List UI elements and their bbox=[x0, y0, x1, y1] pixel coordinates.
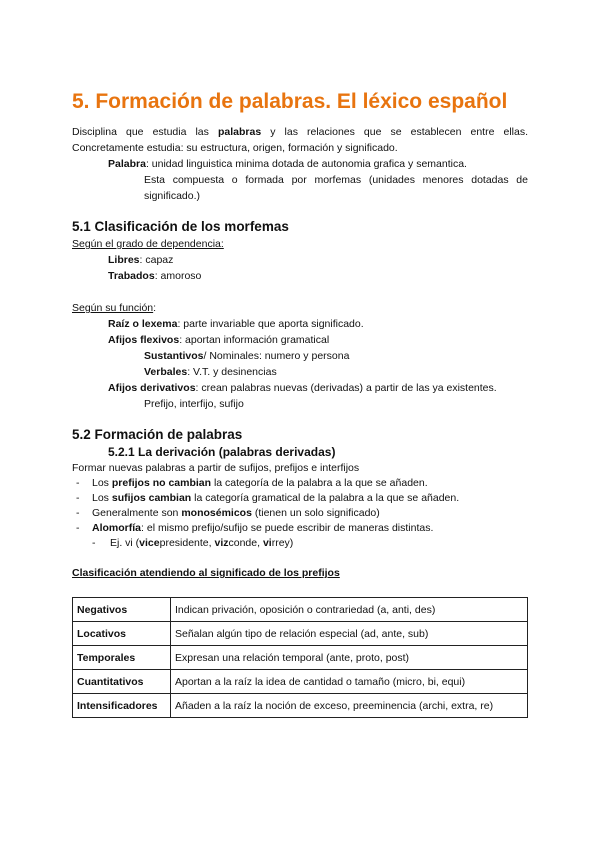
table-cell-value: Aportan a la raíz la idea de cantidad o tamaño (micro, bi, equi) bbox=[171, 670, 528, 694]
trabados-item: Trabados: amoroso bbox=[108, 270, 202, 282]
table-cell-value: Expresan una relación temporal (ante, proto, post) bbox=[171, 646, 528, 670]
table-row bbox=[73, 622, 528, 646]
table-title: Clasificación atendiendo al significado de los prefijos bbox=[72, 567, 340, 579]
verbales-item: Verbales: V.T. y desinencias bbox=[144, 366, 277, 378]
table-row bbox=[73, 670, 528, 694]
list-item: - Generalmente son monosémicos (tienen un solo significado) bbox=[76, 507, 380, 519]
derivation-list bbox=[72, 476, 528, 551]
section-heading-5-1: 5.1 Clasificación de los morfemas bbox=[72, 219, 289, 234]
table-cell-key: Temporales bbox=[73, 646, 171, 670]
sustantivos-item: Sustantivos/ Nominales: numero y persona bbox=[144, 350, 350, 362]
raiz-item: Raíz o lexema: parte invariable que aporta significado. bbox=[108, 318, 364, 330]
intro-paragraph bbox=[72, 124, 528, 156]
flexivos-item: Afijos flexivos: aportan información gramatical bbox=[108, 334, 330, 346]
list-item: - Alomorfía: el mismo prefijo/sufijo se puede escribir de maneras distintas. bbox=[76, 522, 434, 534]
intro-bold: palabras bbox=[217, 126, 262, 138]
list-item: - Los prefijos no cambian la categoría de la palabra a la que se añaden. bbox=[76, 477, 428, 489]
document-page bbox=[72, 88, 528, 718]
derivativos-item: Afijos derivativos: crean palabras nuevas (derivadas) a partir de las ya existentes. bbox=[108, 382, 497, 394]
derivativos-list: Prefijo, interfijo, sufijo bbox=[144, 398, 244, 410]
list-item-nested: - Ej. vi (vicepresidente, vizconde, virrey) bbox=[92, 537, 294, 549]
palabra-definition-cont: Esta compuesta o formada por morfemas (unidades menores dotadas de significado.) bbox=[144, 174, 528, 202]
section-heading-5-2: 5.2 Formación de palabras bbox=[72, 427, 243, 442]
table-cell-key: Negativos bbox=[73, 598, 171, 622]
libres-item: Libres: capaz bbox=[108, 254, 174, 266]
prefix-table bbox=[72, 597, 528, 718]
table-cell-key: Locativos bbox=[73, 622, 171, 646]
table-cell-key: Cuantitativos bbox=[73, 670, 171, 694]
list-item: - Los sufijos cambian la categoría gramatical de la palabra a la que se añaden. bbox=[76, 492, 460, 504]
table-row bbox=[73, 646, 528, 670]
intro-text-cont: y las relaciones que se establecen entre ellas. Concretamente estudia: su estructura, origen, formación y significado. bbox=[72, 126, 528, 154]
palabra-definition: Palabra: unidad linguistica minima dotada de autonomia grafica y semantica. bbox=[108, 158, 467, 170]
table-cell-value: Indican privación, oposición o contrariedad (a, anti, des) bbox=[171, 598, 528, 622]
table-cell-value: Añaden a la raíz la noción de exceso, preeminencia (archi, extra, re) bbox=[171, 694, 528, 718]
function-label: Según su función: bbox=[72, 302, 157, 314]
derivation-lead: Formar nuevas palabras a partir de sufijos, prefijos e interfijos bbox=[72, 462, 360, 474]
dependency-label: Según el grado de dependencia: bbox=[72, 238, 224, 250]
table-row bbox=[73, 598, 528, 622]
intro-text: Disciplina que estudia las bbox=[72, 126, 218, 138]
table-cell-value: Señalan algún tipo de relación especial (ad, ante, sub) bbox=[171, 622, 528, 646]
page-title: 5. Formación de palabras. El léxico español bbox=[72, 90, 508, 113]
table-cell-key: Intensificadores bbox=[73, 694, 171, 718]
subsection-heading-5-2-1: 5.2.1 La derivación (palabras derivadas) bbox=[108, 445, 336, 459]
table-row bbox=[73, 694, 528, 718]
